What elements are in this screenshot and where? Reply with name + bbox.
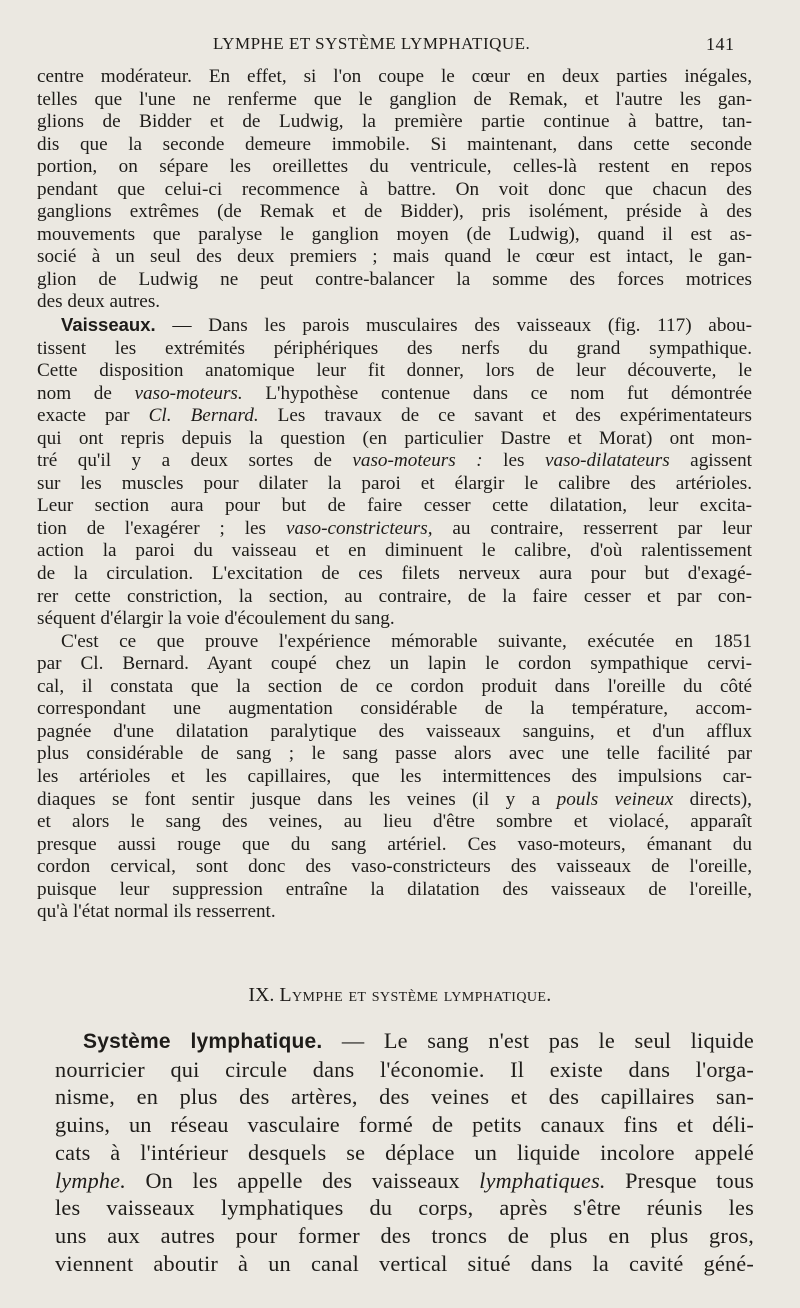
text-line: de la circulation. L'excitation de ces filets nerveux aura pour but d'exagé- <box>37 563 752 585</box>
paragraph-vaisseaux <box>37 314 752 338</box>
text-line: action la paroi du vaisseau et en diminuent le calibre, d'où ralentissement <box>37 540 752 562</box>
text-line: glion de Ludwig ne peut contre-balancer la somme des forces motrices <box>37 268 752 290</box>
text-line: lymphe. On les appelle des vaisseaux lymphatiques. Presque tous <box>55 1167 754 1193</box>
text-line: Cette disposition anatomique leur fit donner, lors de leur découverte, le <box>37 360 752 382</box>
text-line: nourricier qui circule dans l'économie. Il existe dans l'orga- <box>55 1056 754 1082</box>
paragraph-systeme-lymphatique <box>55 1027 754 1277</box>
text-line: les vaisseaux lymphatiques du corps, après s'être réunis les <box>55 1195 754 1221</box>
text-line: Système lymphatique. — Le sang n'est pas le seul liquide <box>83 1028 754 1053</box>
text-line: pendant que celui-ci recommence à battre. On voit donc que chacun des <box>37 178 752 200</box>
text-line: nisme, en plus des artères, des veines et des capillaires san- <box>55 1084 754 1110</box>
text-line: C'est ce que prouve l'expérience mémorable suivante, exécutée en 1851 <box>61 630 752 652</box>
text-line: des deux autres. <box>37 291 161 313</box>
text-line: glions de Bidder et de Ludwig, la première partie continue à battre, tan- <box>37 111 752 133</box>
paragraph-bernard-experiment <box>37 631 752 924</box>
text-line: cordon cervical, sont donc des vaso-constricteurs des vaisseaux de l'oreille, <box>37 856 752 878</box>
text-line: cats à l'intérieur desquels se déplace un liquide incolore appelé <box>55 1139 754 1165</box>
text-line: qui ont repris depuis la question (en particulier Dastre et Morat) ont mon- <box>37 427 752 449</box>
text-line: nom de vaso-moteurs. L'hypothèse contenue dans ce nom fut démontrée <box>37 382 752 404</box>
page-number: 141 <box>706 34 735 54</box>
paragraph-vaisseaux-body <box>37 338 752 631</box>
runin-heading-vaisseaux: Vaisseaux. <box>61 314 156 336</box>
text-line: dis que la seconde demeure immobile. Si maintenant, dans cette seconde <box>37 133 752 155</box>
text-line: les artérioles et les capillaires, que les intermittences des impulsions car- <box>37 765 752 787</box>
text-line: sur les muscles pour dilater la paroi et élargir le calibre des artérioles. <box>37 472 752 494</box>
text-line: correspondant une augmentation considérable de la température, accom- <box>37 698 752 720</box>
text-line: puisque leur suppression entraîne la dilatation des vaisseaux de l'oreille, <box>37 878 752 900</box>
text-line: tion de l'exagérer ; les vaso-constricteurs, au contraire, resserrent par leur <box>37 517 752 539</box>
body-text-large <box>55 1027 754 1277</box>
text-line: uns aux autres pour former des troncs de plus en plus gros, <box>55 1222 754 1248</box>
body-text-small <box>37 66 752 924</box>
text-line: Vaisseaux. — Dans les parois musculaires des vaisseaux (fig. 117) abou- <box>61 314 752 337</box>
text-line: ganglions extrêmes (de Remak et de Bidder), pris isolément, préside à des <box>37 201 752 223</box>
text-line: viennent aboutir à un canal vertical situé dans la cavité géné- <box>55 1250 754 1276</box>
text-line: tré qu'il y a deux sortes de vaso-moteurs : les vaso-dilatateurs agissent <box>37 450 752 472</box>
section-heading <box>0 984 800 1007</box>
section-number: IX. <box>248 984 275 1006</box>
text-line: exacte par Cl. Bernard. Les travaux de ce savant et des expérimentateurs <box>37 405 752 427</box>
text-line: centre modérateur. En effet, si l'on coupe le cœur en deux parties inégales, <box>37 66 752 87</box>
text-line: telles que l'une ne renferme que le ganglion de Remak, et l'autre les gan- <box>37 88 752 110</box>
text-line: tissent les extrémités périphériques des nerfs du grand sympathique. <box>37 337 752 359</box>
text-line: rer cette constriction, la section, au contraire, de la faire cesser et par con- <box>37 585 752 607</box>
text-line: par Cl. Bernard. Ayant coupé chez un lapin le cordon sympathique cervi- <box>37 653 752 675</box>
text-line: plus considérable de sang ; le sang passe alors avec une telle facilité par <box>37 743 752 765</box>
text-line: guins, un réseau vasculaire formé de petits canaux fins et déli- <box>55 1112 754 1138</box>
running-head-title: LYMPHE ET SYSTÈME LYMPHATIQUE. <box>213 34 531 53</box>
text-line: séquent d'élargir la voie d'écoulement du sang. <box>37 608 395 630</box>
paragraph-heart-ganglia <box>37 66 752 314</box>
text-line: qu'à l'état normal ils resserrent. <box>37 901 276 923</box>
text-line: mouvements que paralyse le ganglion moyen (de Ludwig), quand il est as- <box>37 223 752 245</box>
text-line: Leur section aura pour but de faire cesser cette dilatation, leur excita- <box>37 495 752 517</box>
running-head <box>0 34 800 58</box>
text-line: portion, on sépare les oreillettes du ventricule, celles-là restent en repos <box>37 156 752 178</box>
section-title: Lymphe et système lymphatique. <box>279 984 552 1006</box>
text-line: diaques se font sentir jusque dans les veines (il y a pouls veineux directs), <box>37 788 752 810</box>
text-line: socié à un seul des deux premiers ; mais quand le cœur est intact, le gan- <box>37 246 752 268</box>
runin-heading-systeme-lymphatique: Système lymphatique. <box>83 1030 323 1053</box>
text-line: pagnée d'une dilatation paralytique des vaisseaux sanguins, et d'un afflux <box>37 720 752 742</box>
text-line: presque aussi rouge que du sang artériel. Ces vaso-moteurs, émanant du <box>37 833 752 855</box>
text-line: cal, il constata que la section de ce cordon produit dans l'oreille du côté <box>37 675 752 697</box>
text-line: et alors le sang des veines, au lieu d'être sombre et violacé, apparaît <box>37 811 752 833</box>
